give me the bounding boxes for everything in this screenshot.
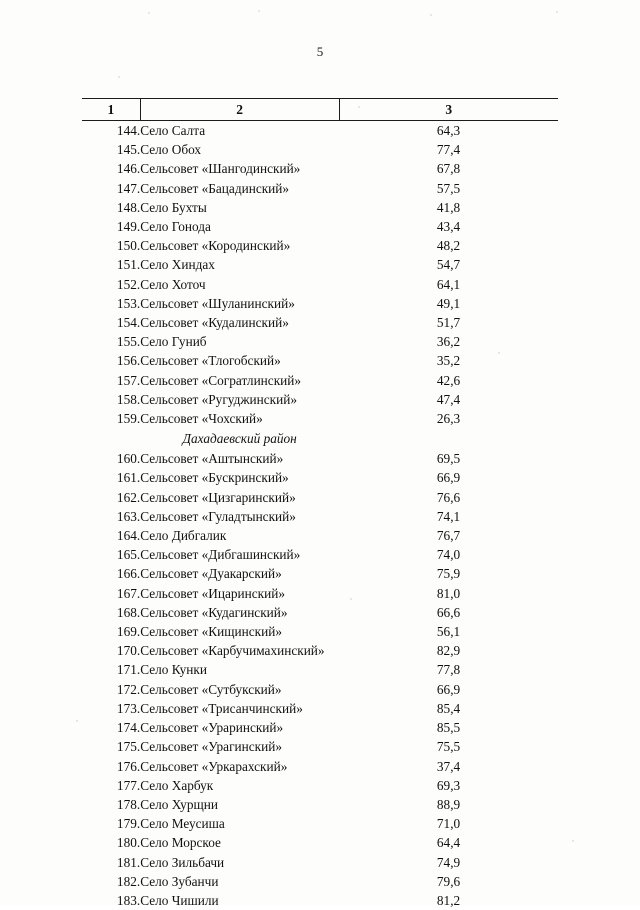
data-table <box>82 98 558 910</box>
page-number: 5 <box>0 44 640 60</box>
table-cell-value: 67,8 <box>339 159 558 178</box>
table-cell-name: Сельсовет «Ругуджинский» <box>140 390 339 409</box>
table-cell-number: 169. <box>82 622 140 641</box>
table-cell-number: 145. <box>82 140 140 159</box>
table-header <box>82 99 558 121</box>
table-cell-value: 76,7 <box>339 526 558 545</box>
table-row <box>82 622 558 641</box>
table-cell-name: Сельсовет «Аштынский» <box>140 449 339 468</box>
table-row <box>82 313 558 332</box>
table-row <box>82 159 558 178</box>
table-row <box>82 371 558 390</box>
table-cell-name: Сельсовет «Кудалинский» <box>140 313 339 332</box>
table-row <box>82 140 558 159</box>
table-cell-number: 183. <box>82 891 140 910</box>
table-cell-name: Село Дибгалик <box>140 526 339 545</box>
table-cell-name: Село Хурщни <box>140 795 339 814</box>
table-row <box>82 564 558 583</box>
table-cell-name: Село Чишили <box>140 891 339 910</box>
table-cell-value: 77,4 <box>339 140 558 159</box>
table-cell-name: Сельсовет «Уркарахский» <box>140 757 339 776</box>
table-row <box>82 853 558 872</box>
table-row <box>82 603 558 622</box>
table-row <box>82 872 558 891</box>
table-row <box>82 814 558 833</box>
table-cell-name: Сельсовет «Чохский» <box>140 409 339 428</box>
table-cell-number: 170. <box>82 641 140 660</box>
table-cell-name: Село Хиндах <box>140 255 339 274</box>
table-cell-name: Село Кунки <box>140 660 339 679</box>
table-cell-number: 167. <box>82 584 140 603</box>
table-row <box>82 641 558 660</box>
data-table-container <box>82 98 558 910</box>
table-cell-name: Сельсовет «Бацадинский» <box>140 179 339 198</box>
table-row <box>82 526 558 545</box>
table-cell-name: Село Меусиша <box>140 814 339 833</box>
table-cell-number: 161. <box>82 468 140 487</box>
table-cell-number: 176. <box>82 757 140 776</box>
table-cell-name: Село Обох <box>140 140 339 159</box>
table-cell-name: Сельсовет «Шангодинский» <box>140 159 339 178</box>
table-cell-value: 88,9 <box>339 795 558 814</box>
table-cell-value: 71,0 <box>339 814 558 833</box>
table-cell-number: 175. <box>82 737 140 756</box>
table-cell-value: 85,5 <box>339 718 558 737</box>
table-cell-number: 154. <box>82 313 140 332</box>
table-cell-name: Сельсовет «Гуладтынский» <box>140 507 339 526</box>
table-row <box>82 718 558 737</box>
table-cell-value: 42,6 <box>339 371 558 390</box>
table-cell-value: 37,4 <box>339 757 558 776</box>
table-cell-value: 69,3 <box>339 776 558 795</box>
table-cell-value: 56,1 <box>339 622 558 641</box>
table-cell-name: Село Морское <box>140 833 339 852</box>
table-cell-name: Сельсовет «Согратлинский» <box>140 371 339 390</box>
table-row <box>82 236 558 255</box>
table-cell-value: 81,0 <box>339 584 558 603</box>
table-row <box>82 351 558 370</box>
table-cell-name: Сельсовет «Тлогобский» <box>140 351 339 370</box>
table-cell-number: 147. <box>82 179 140 198</box>
table-row <box>82 409 558 428</box>
table-cell-number <box>82 428 140 449</box>
table-cell-number: 162. <box>82 488 140 507</box>
table-cell-value: 49,1 <box>339 294 558 313</box>
table-cell-value: 69,5 <box>339 449 558 468</box>
table-cell-value: 82,9 <box>339 641 558 660</box>
table-cell-number: 165. <box>82 545 140 564</box>
table-cell-name: Сельсовет «Кищинский» <box>140 622 339 641</box>
table-cell-value: 79,6 <box>339 872 558 891</box>
table-header-row <box>82 99 558 121</box>
table-cell-value: 75,5 <box>339 737 558 756</box>
table-cell-name: Сельсовет «Ицаринский» <box>140 584 339 603</box>
column-header-2: 2 <box>140 99 339 121</box>
table-body <box>82 121 558 910</box>
table-cell-number: 178. <box>82 795 140 814</box>
table-row <box>82 680 558 699</box>
table-row <box>82 699 558 718</box>
table-row <box>82 833 558 852</box>
table-cell-value: 77,8 <box>339 660 558 679</box>
table-cell-value: 36,2 <box>339 332 558 351</box>
table-cell-number: 158. <box>82 390 140 409</box>
table-cell-value: 74,1 <box>339 507 558 526</box>
table-cell-number: 152. <box>82 275 140 294</box>
table-row <box>82 545 558 564</box>
table-row <box>82 757 558 776</box>
table-cell-name: Село Гонода <box>140 217 339 236</box>
table-row <box>82 584 558 603</box>
table-cell-name: Сельсовет «Сутбукский» <box>140 680 339 699</box>
table-cell-number: 173. <box>82 699 140 718</box>
table-cell-number: 166. <box>82 564 140 583</box>
table-cell-name: Сельсовет «Бускринский» <box>140 468 339 487</box>
table-row <box>82 332 558 351</box>
table-cell-value: 66,6 <box>339 603 558 622</box>
table-cell-name: Сельсовет «Урагинский» <box>140 737 339 756</box>
table-row <box>82 255 558 274</box>
table-row <box>82 468 558 487</box>
table-cell-name: Сельсовет «Трисанчинский» <box>140 699 339 718</box>
table-row <box>82 660 558 679</box>
table-cell-name: Сельсовет «Ураринский» <box>140 718 339 737</box>
table-cell-value: 51,7 <box>339 313 558 332</box>
table-cell-value: 75,9 <box>339 564 558 583</box>
table-row <box>82 488 558 507</box>
table-row <box>82 121 558 141</box>
table-cell-number: 150. <box>82 236 140 255</box>
section-label: Дахадаевский район <box>140 428 339 449</box>
table-row <box>82 217 558 236</box>
table-cell-name: Село Гуниб <box>140 332 339 351</box>
table-cell-number: 172. <box>82 680 140 699</box>
table-cell-value: 85,4 <box>339 699 558 718</box>
table-cell-value: 66,9 <box>339 468 558 487</box>
table-row <box>82 179 558 198</box>
table-cell-number: 146. <box>82 159 140 178</box>
table-cell-number: 144. <box>82 121 140 141</box>
column-header-3: 3 <box>339 99 558 121</box>
table-cell-name: Сельсовет «Цизгаринский» <box>140 488 339 507</box>
table-cell-name: Сельсовет «Кудагинский» <box>140 603 339 622</box>
table-cell-number: 160. <box>82 449 140 468</box>
table-cell-number: 174. <box>82 718 140 737</box>
table-cell-number: 168. <box>82 603 140 622</box>
table-cell-value: 64,1 <box>339 275 558 294</box>
table-cell-value: 57,5 <box>339 179 558 198</box>
table-cell-value <box>339 428 558 449</box>
table-row <box>82 294 558 313</box>
table-cell-value: 74,0 <box>339 545 558 564</box>
table-cell-number: 148. <box>82 198 140 217</box>
column-header-1: 1 <box>82 99 140 121</box>
table-cell-name: Село Зубанчи <box>140 872 339 891</box>
table-cell-number: 171. <box>82 660 140 679</box>
table-cell-number: 159. <box>82 409 140 428</box>
table-cell-value: 81,2 <box>339 891 558 910</box>
table-cell-name: Сельсовет «Шуланинский» <box>140 294 339 313</box>
table-cell-number: 156. <box>82 351 140 370</box>
table-row <box>82 795 558 814</box>
table-cell-name: Сельсовет «Кородинский» <box>140 236 339 255</box>
table-cell-value: 41,8 <box>339 198 558 217</box>
table-cell-name: Село Хоточ <box>140 275 339 294</box>
table-cell-number: 151. <box>82 255 140 274</box>
table-cell-value: 66,9 <box>339 680 558 699</box>
table-row <box>82 198 558 217</box>
table-cell-number: 179. <box>82 814 140 833</box>
table-cell-value: 35,2 <box>339 351 558 370</box>
table-cell-value: 64,4 <box>339 833 558 852</box>
table-cell-name: Сельсовет «Дибгашинский» <box>140 545 339 564</box>
table-cell-number: 182. <box>82 872 140 891</box>
table-cell-name: Сельсовет «Дуакарский» <box>140 564 339 583</box>
table-cell-name: Село Бухты <box>140 198 339 217</box>
table-cell-value: 74,9 <box>339 853 558 872</box>
table-cell-number: 180. <box>82 833 140 852</box>
table-row <box>82 275 558 294</box>
table-section-row <box>82 428 558 449</box>
table-cell-number: 155. <box>82 332 140 351</box>
table-cell-name: Село Зильбачи <box>140 853 339 872</box>
table-row <box>82 737 558 756</box>
table-cell-value: 47,4 <box>339 390 558 409</box>
table-cell-value: 64,3 <box>339 121 558 141</box>
table-cell-value: 76,6 <box>339 488 558 507</box>
table-cell-value: 48,2 <box>339 236 558 255</box>
table-cell-number: 153. <box>82 294 140 313</box>
table-cell-value: 26,3 <box>339 409 558 428</box>
table-cell-number: 177. <box>82 776 140 795</box>
table-cell-number: 164. <box>82 526 140 545</box>
table-row <box>82 507 558 526</box>
table-cell-number: 163. <box>82 507 140 526</box>
table-cell-number: 157. <box>82 371 140 390</box>
table-row <box>82 891 558 910</box>
table-cell-value: 54,7 <box>339 255 558 274</box>
table-row <box>82 390 558 409</box>
table-row <box>82 776 558 795</box>
table-cell-name: Село Салта <box>140 121 339 141</box>
table-cell-value: 43,4 <box>339 217 558 236</box>
table-cell-name: Село Харбук <box>140 776 339 795</box>
table-cell-number: 181. <box>82 853 140 872</box>
table-cell-number: 149. <box>82 217 140 236</box>
table-row <box>82 449 558 468</box>
table-cell-name: Сельсовет «Карбучимахинский» <box>140 641 339 660</box>
